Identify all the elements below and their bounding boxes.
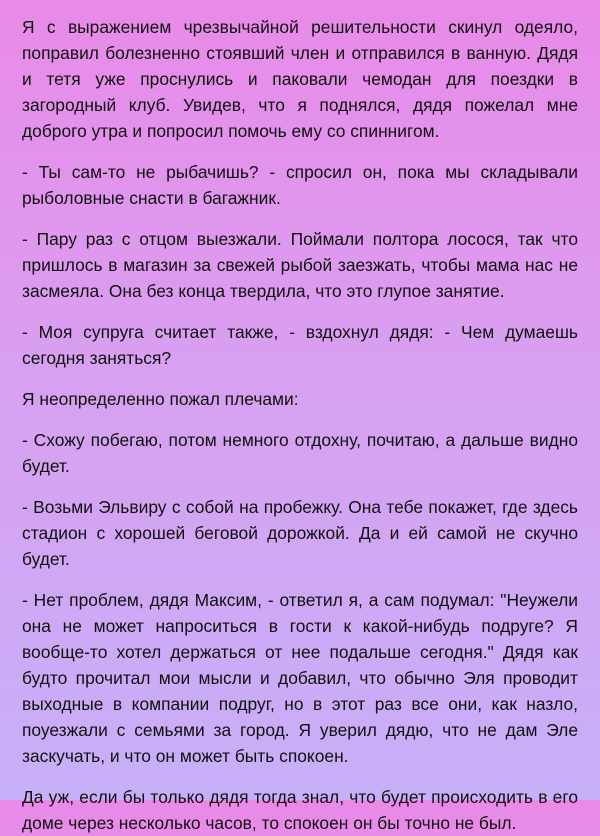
paragraph-9: Да уж, если бы только дядя тогда знал, что будет происходить в его доме через несколько часов, то спокоен он бы точно не был. [22, 787, 578, 833]
paragraph-2: - Ты сам-то не рыбачишь? - спросил он, пока мы складывали рыболовные снасти в багажник. [22, 162, 578, 208]
paragraph-3: - Пару раз с отцом выезжали. Поймали полтора лосося, так что пришлось в магазин за свежей рыбой заезжать, чтобы мама нас не засмеяла. Она без конца твердила, что это глупое занятие. [22, 229, 578, 301]
paragraph-6: - Схожу побегаю, потом немного отдохну, почитаю, а дальше видно будет. [22, 430, 578, 476]
paragraph-8: - Нет проблем, дядя Максим, - ответил я, а сам подумал: "Неужели она не может напроситься в гости к какой-нибудь подруге? Я вообще-то хотел держаться от нее подальше сегодня." Дядя как будто прочитал мои мысли и добавил, что обычно Эля проводит выходные в компании подруг, но в этот раз все они, как назло, поуезжали с семьями за город. Я уверил дядю, что не дам Эле заскучать, и что он может быть спокоен. [22, 590, 578, 766]
paragraph-5: Я неопределенно пожал плечами: [22, 389, 299, 409]
paragraph-4: - Моя супруга считает также, - вздохнул дядя: - Чем думаешь сегодня заняться? [22, 322, 578, 368]
paragraph-7: - Возьми Эльвиру с собой на пробежку. Она тебе покажет, где здесь стадион с хорошей беговой дорожкой. Да и ей самой не скучно будет. [22, 497, 578, 569]
paragraph-1: Я с выражением чрезвычайной решительности скинул одеяло, поправил болезненно стоявший член и отправился в ванную. Дядя и тетя уже проснулись и паковали чемодан для поездки в загородный клуб. Увидев, что я поднялся, дядя пожелал мне доброго утра и попросил помочь ему со спиннигом. [22, 17, 578, 141]
